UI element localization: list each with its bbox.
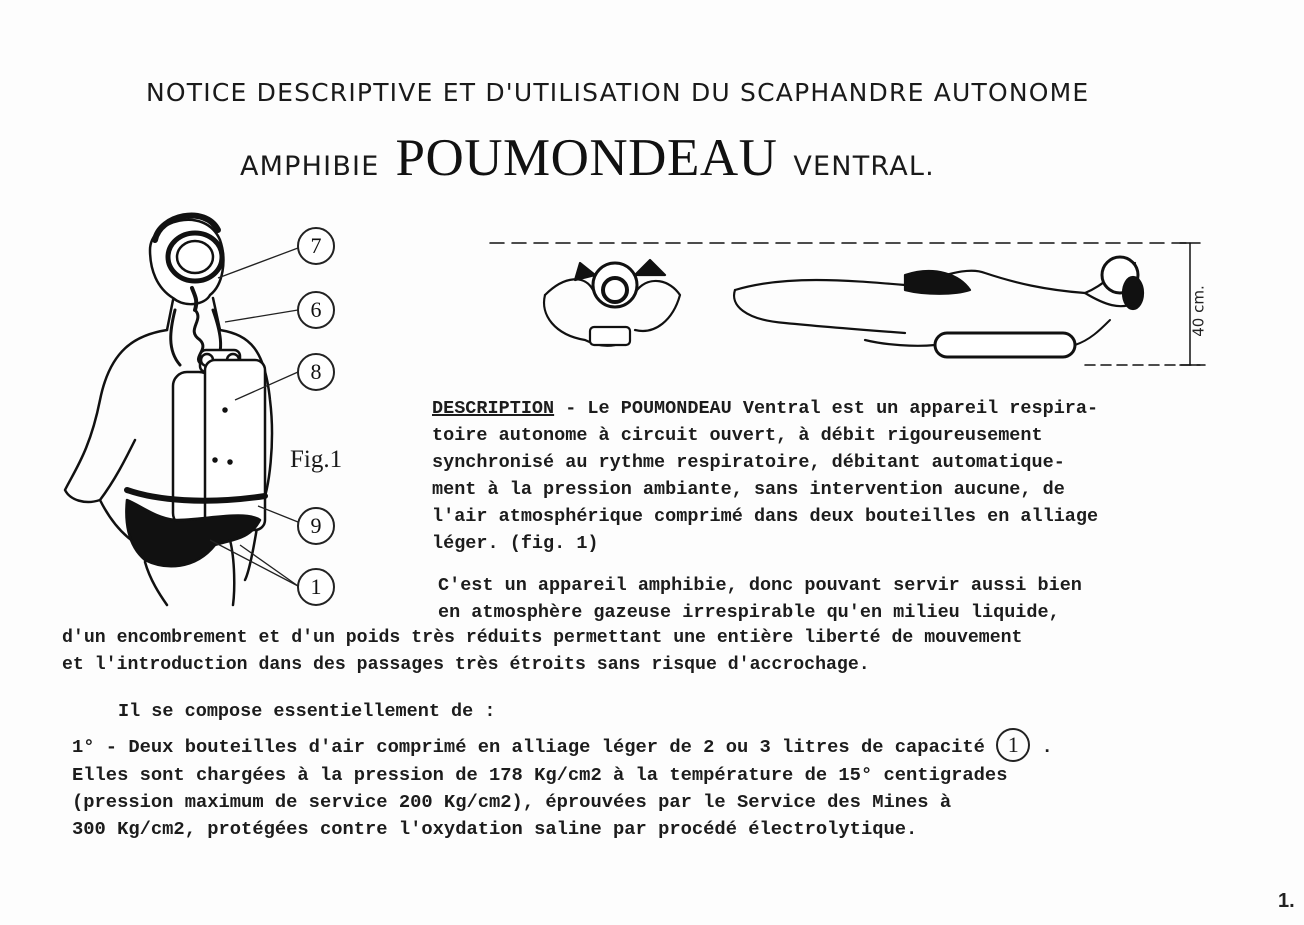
composition-item-1 [72,728,1053,843]
callout-6: 6 [297,291,335,329]
paragraph-line: en atmosphère gazeuse irrespirable qu'en milieu liquide, [438,602,1060,623]
description-lead: - Le POUMONDEAU Ventral est un appareil respira- [554,398,1099,419]
item1-line: (pression maximum de service 200 Kg/cm2), éprouvées par le Service des Mines à [72,791,952,813]
description-line: l'air atmosphérique comprimé dans deux bouteilles en alliage [432,506,1099,527]
subtitle-prefix: AMPHIBIE [240,151,380,182]
amphibious-paragraph-start [438,572,1082,626]
item1-line: Elles sont chargées à la pression de 178 Kg/cm2 à la température de 15° centigrades [72,764,1008,786]
callout-9: 9 [297,507,335,545]
composition-intro: Il se compose essentiellement de : [118,701,496,722]
description-line: synchronisé au rythme respiratoire, débitant automatique- [432,452,1065,473]
page-number: 1. [1278,890,1295,912]
description-line: léger. (fig. 1) [432,533,599,554]
item1-line: 300 Kg/cm2, protégées contre l'oxydation saline par procédé électrolytique. [72,818,918,840]
description-paragraph [432,395,1098,557]
swimmer-illustration [485,235,1225,375]
dimension-label: 40 cm. [1189,285,1208,337]
brand-name: POUMONDEAU [395,129,778,187]
figure-label: Fig.1 [290,446,343,473]
description-line: ment à la pression ambiante, sans intervention aucune, de [432,479,1065,500]
paragraph-line: d'un encombrement et d'un poids très réduits permettant une entière liberté de mouvement [62,628,1023,648]
document-title: NOTICE DESCRIPTIVE ET D'UTILISATION DU SCAPHANDRE AUTONOME [146,78,1090,107]
description-heading: DESCRIPTION [432,398,555,419]
callout-7: 7 [297,227,335,265]
item1-first-line: 1° - Deux bouteilles d'air comprimé en alliage léger de 2 ou 3 litres de capacité [72,736,985,758]
subtitle-suffix: VENTRAL. [793,151,935,182]
callout-8: 8 [297,353,335,391]
item1-punctuation: . [1030,736,1053,758]
item1-reference-number: 1 [996,728,1030,762]
callout-1: 1 [297,568,335,606]
paragraph-line: C'est un appareil amphibie, donc pouvant servir aussi bien [438,575,1082,596]
description-line: toire autonome à circuit ouvert, à débit rigoureusement [432,425,1043,446]
amphibious-paragraph-end [62,625,1022,679]
paragraph-line: et l'introduction dans des passages très étroits sans risque d'accrochage. [62,655,870,675]
